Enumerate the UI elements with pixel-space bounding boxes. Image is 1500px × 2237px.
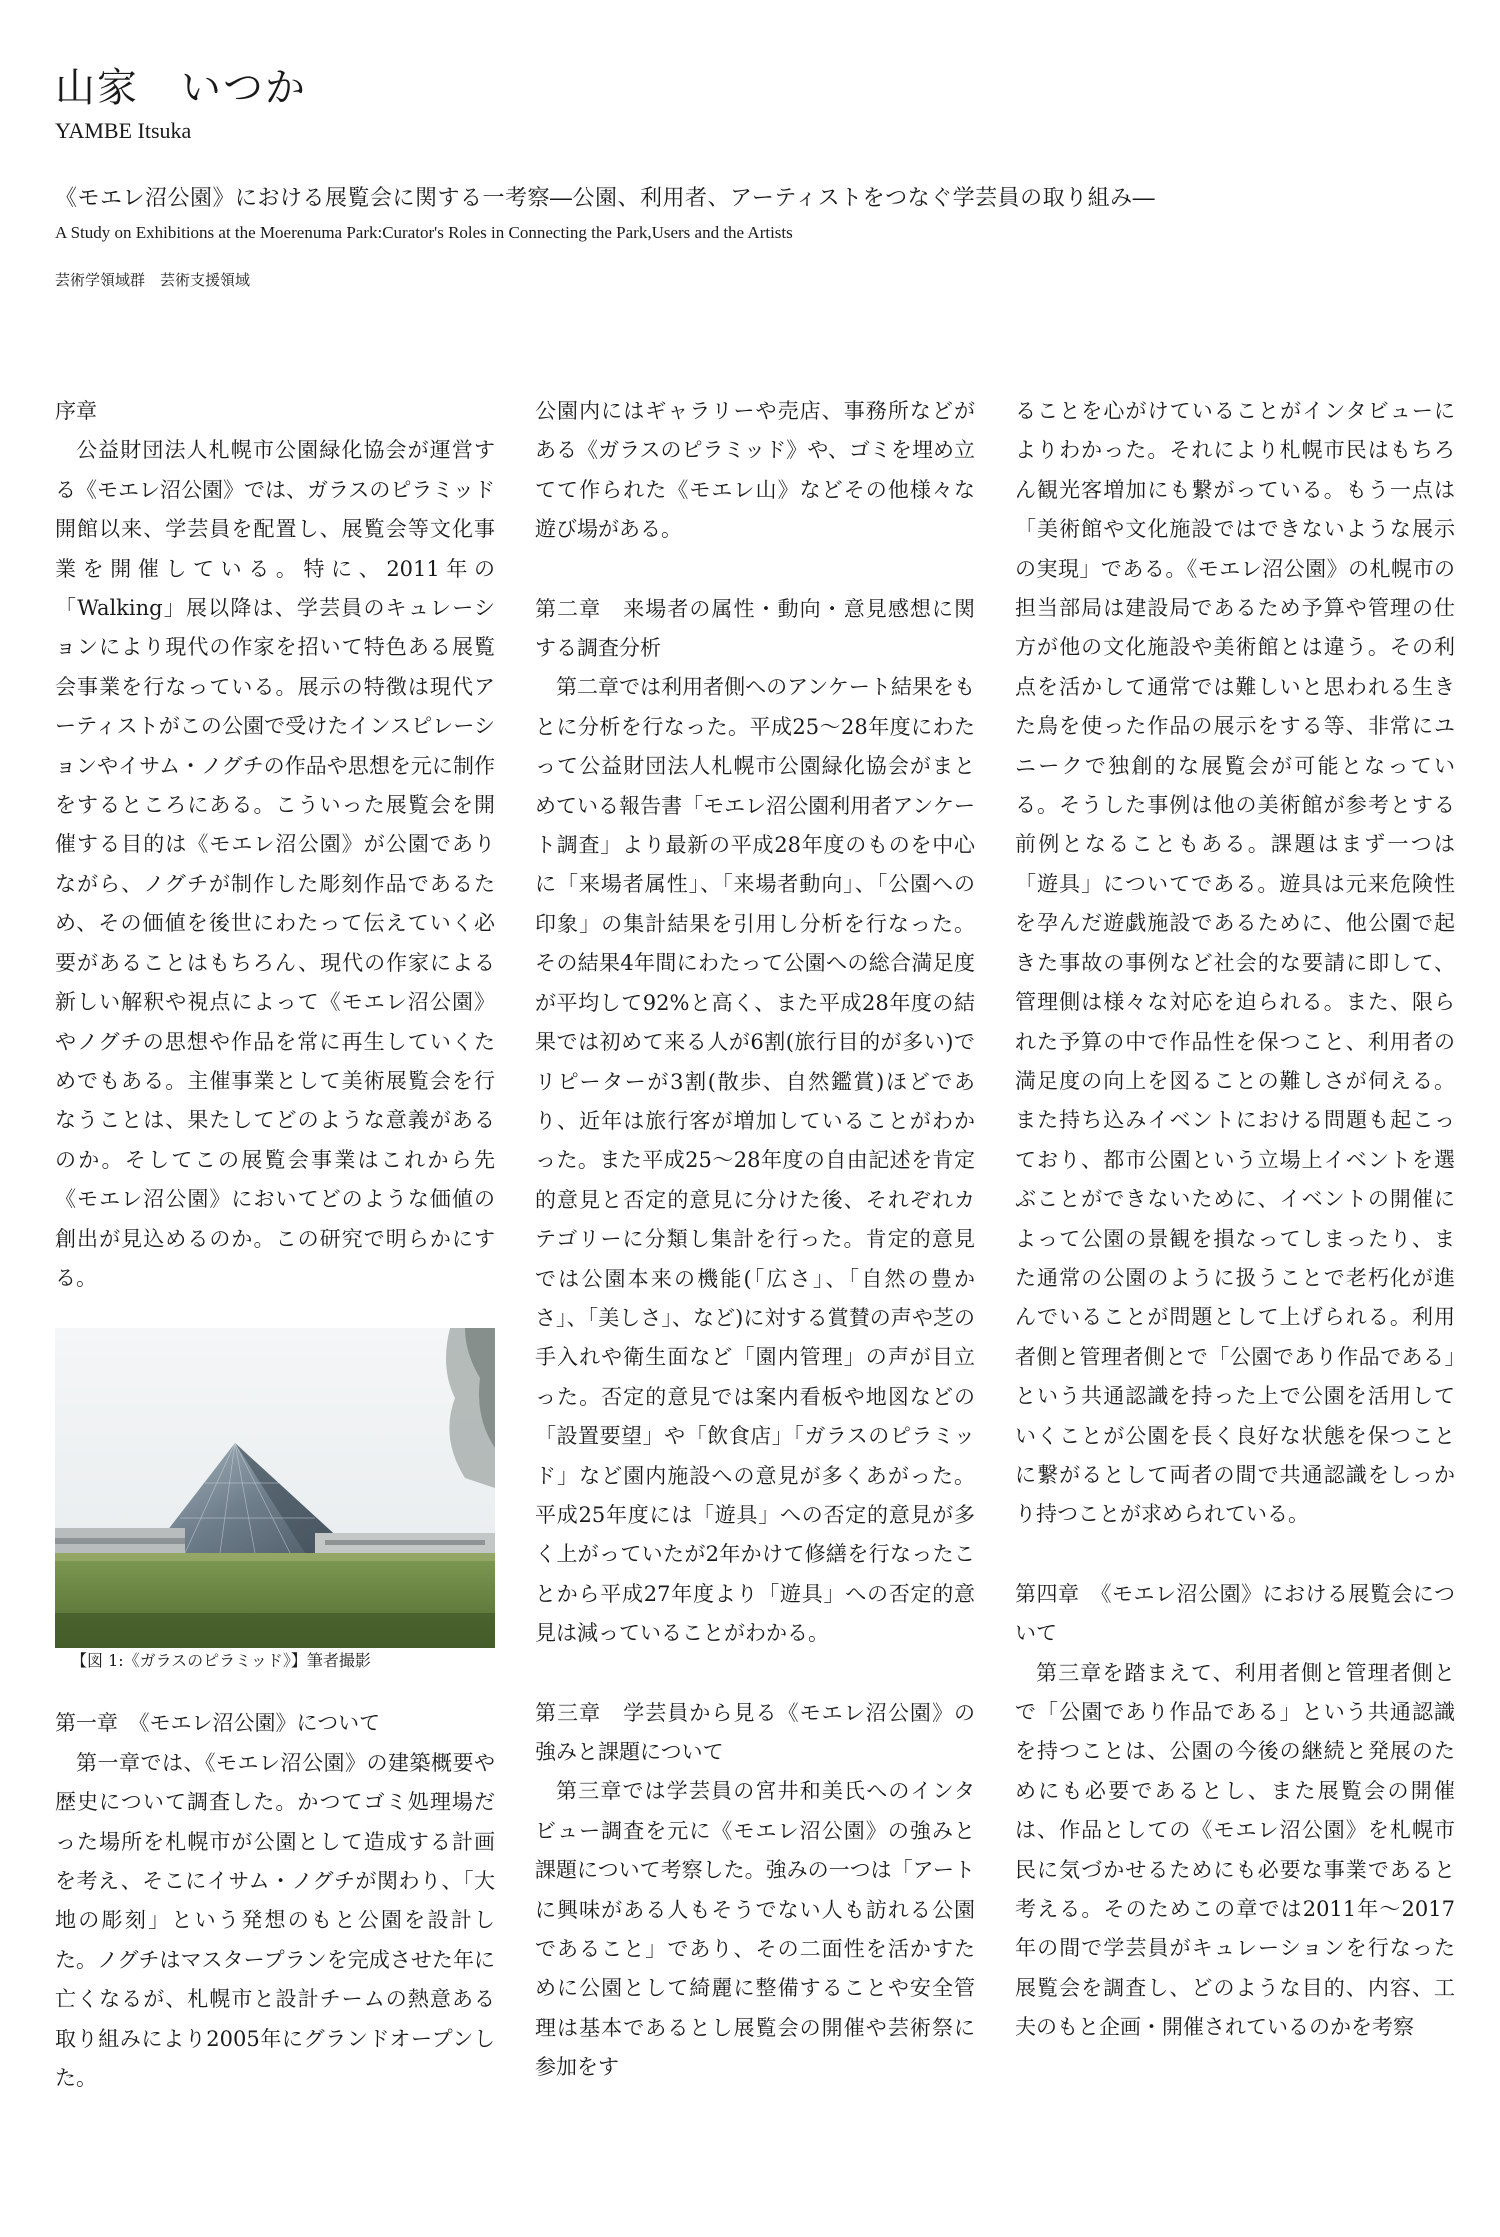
chapter-1-heading: 第一章 《モエレ沼公園》について xyxy=(55,1711,381,1736)
intro-heading: 序章 xyxy=(55,399,97,423)
chapter-3-heading: 第三章 学芸員から見る《モエレ沼公園》の強みと課題について xyxy=(535,1700,975,1764)
chapter-2-heading: 第二章 来場者の属性・動向・意見感想に関する調査分析 xyxy=(535,596,975,661)
chapter-3-body: 第三章では学芸員の宮井和美氏へのインタビュー調査を元に《モエレ沼公園》の強みと課題について考察した。強みの一つは「アートに興味がある人もそうでない人も訪れる公園であること」であり、その二面性を活かすために公園として綺麗に整備することや安全管理は基本であるとし展覧会の開催や芸術祭に参加をす xyxy=(535,1779,975,2080)
paper-title-ja: 《モエレ沼公園》における展覧会に関する一考察―公園、利用者、アーティストをつなぐ学芸員の取り組み― xyxy=(55,186,1156,211)
chapter-4-heading: 第四章 《モエレ沼公園》における展覧会について xyxy=(1015,1581,1455,1646)
chapter-2-body: 第二章では利用者側へのアンケート結果をもとに分析を行なった。平成25～28年度にわたって公益財団法人札幌市公園緑化協会がまとめている報告書「モエレ沼公園利用者アンケート調査」より最新の平成28年度のものを中心に「来場者属性」、「来場者動向」、「公園への印象」の集計結果を引用し分析を行なった。その結果4年間にわたって公園への総合満足度が平均して92%と高く、また平成28年度の結果では初めて来る人が6割(旅行目的が多い)でリピーターが3割(散歩、自然鑑賞)ほどであり、近年は旅行客が増加していることがわかった。また平成25～28年度の自由記述を肯定的意見と否定的意見に分けた後、それぞれカテゴリーに分類し集計を行った。肯定的意見では公園本来の機能(「広さ」、「自然の豊かさ」、「美しさ」、など)に対する賞賛の声や芝の手入れや衛生面など「園内管理」の声が目立った。否定的意見では案内看板や地図などの「設置要望」や「飲食店」「ガラスのピラミッド」など園内施設への意見が多くあがった。平成25年度には「遊具」への否定的意見が多く上がっていたが2年かけて修繕を行なったことから平成27年度より「遊具」への否定的意見は減っていることがわかる。 xyxy=(535,675,975,1646)
column-2 xyxy=(535,392,975,2088)
glass-pyramid-photo xyxy=(55,1328,495,1648)
chapter-3-body-cont: ることを心がけていることがインタビューによりわかった。それにより札幌市民はもちろん観光客増加にも繋がっている。もう一点は「美術館や文化施設ではできないような展示の実現」である。《モエレ沼公園》の札幌市の担当部局は建設局であるため予算や管理の仕方が他の文化施設や美術館とは違う。その利点を活かして通常では難しいと思われる生きた鳥を使った作品の展示をする等、非常にユニークで独創的な展覧会が可能となっている。そうした事例は他の美術館が参考とする前例となることもある。課題はまず一つは「遊具」についてである。遊具は元来危険性を孕んだ遊戯施設であるために、他公園で起きた事故の事例など社会的な要請に即して、管理側は様々な対応を迫られる。また、限られた予算の中で作品性を保つこと、利用者の満足度の向上を図ることの難しさが伺える。また持ち込みイベントにおける問題も起こっており、都市公園という立場上イベントを選ぶことができないために、イベントの開催によって公園の景観を損なってしまったり、また通常の公園のように扱うことで老朽化が進んでいることが問題として上げられる。利用者側と管理者側とで「公園であり作品である」という共通認識を持った上で公園を活用していくことが公園を長く良好な状態を保つことに繋がるとして両者の間で共通認識をしっかり持つことが求められている。 xyxy=(1015,399,1455,1527)
intro-body: 公益財団法人札幌市公園緑化協会が運営する《モエレ沼公園》では、ガラスのピラミッド開館以来、学芸員を配置し、展覧会等文化事業を開催している。特に、2011年の「Walking」展以降は、学芸員のキュレーションにより現代の作家を招いて特色ある展覧会事業を行なっている。展示の特徴は現代アーティストがこの公園で受けたインスピレーションやイサム・ノグチの作品や思想を元に制作をするところにある。こういった展覧会を開催する目的は《モエレ沼公園》が公園でありながら、ノグチが制作した彫刻作品であるため、その価値を後世にわたって伝えていく必要があることはもちろん、現代の作家による新しい解釈や視点によって《モエレ沼公園》やノグチの思想や作品を常に再生していくためでもある。主催事業として美術展覧会を行なうことは、果たしてどのような意義があるのか。そしてこの展覧会事業はこれから先《モエレ沼公園》においてどのような価値の創出が見込めるのか。この研究で明らかにする。 xyxy=(55,438,495,1290)
figure-1 xyxy=(55,1328,495,1674)
paper-title-en: A Study on Exhibitions at the Moerenuma Park:Curator's Roles in Connecting the Park,Users and the Artists xyxy=(55,223,793,242)
author-name-en: YAMBE Itsuka xyxy=(55,118,192,143)
chapter-1-body: 第一章では、《モエレ沼公園》の建築概要や歴史について調査した。かつてゴミ処理場だった場所を札幌市が公園として造成する計画を考え、そこにイサム・ノグチが関わり、「大地の彫刻」という発想のもと公園を設計した。ノグチはマスタープランを完成させた年に亡くなるが、札幌市と設計チームの熱意ある取り組みにより2005年にグランドオープンした。 xyxy=(55,1750,495,2090)
figure-1-caption: 【図 1:《ガラスのピラミッド》】筆者撮影 xyxy=(71,1651,371,1671)
column-3 xyxy=(1015,392,1455,2048)
author-name-ja: 山家 いつか xyxy=(55,65,307,111)
header xyxy=(55,62,1455,292)
column-1 xyxy=(55,392,495,2098)
chapter-1-body-cont: 公園内にはギャラリーや売店、事務所などがある《ガラスのピラミッド》や、ゴミを埋め立てて作られた《モエレ山》などその他様々な遊び場がある。 xyxy=(535,399,975,542)
affiliation: 芸術学領域群 芸術支援領域 xyxy=(55,271,251,289)
chapter-4-body: 第三章を踏まえて、利用者側と管理者側とで「公園であり作品である」という共通認識を持つことは、公園の今後の継続と発展のためにも必要であるとし、また展覧会の開催は、作品としての《モエレ沼公園》を札幌市民に気づかせるためにも必要な事業であると考える。そのためこの章では2011年～2017年の間で学芸員がキュレーションを行なった展覧会を調査し、どのような目的、内容、工夫のもと企画・開催されているのかを考察 xyxy=(1015,1660,1455,2040)
